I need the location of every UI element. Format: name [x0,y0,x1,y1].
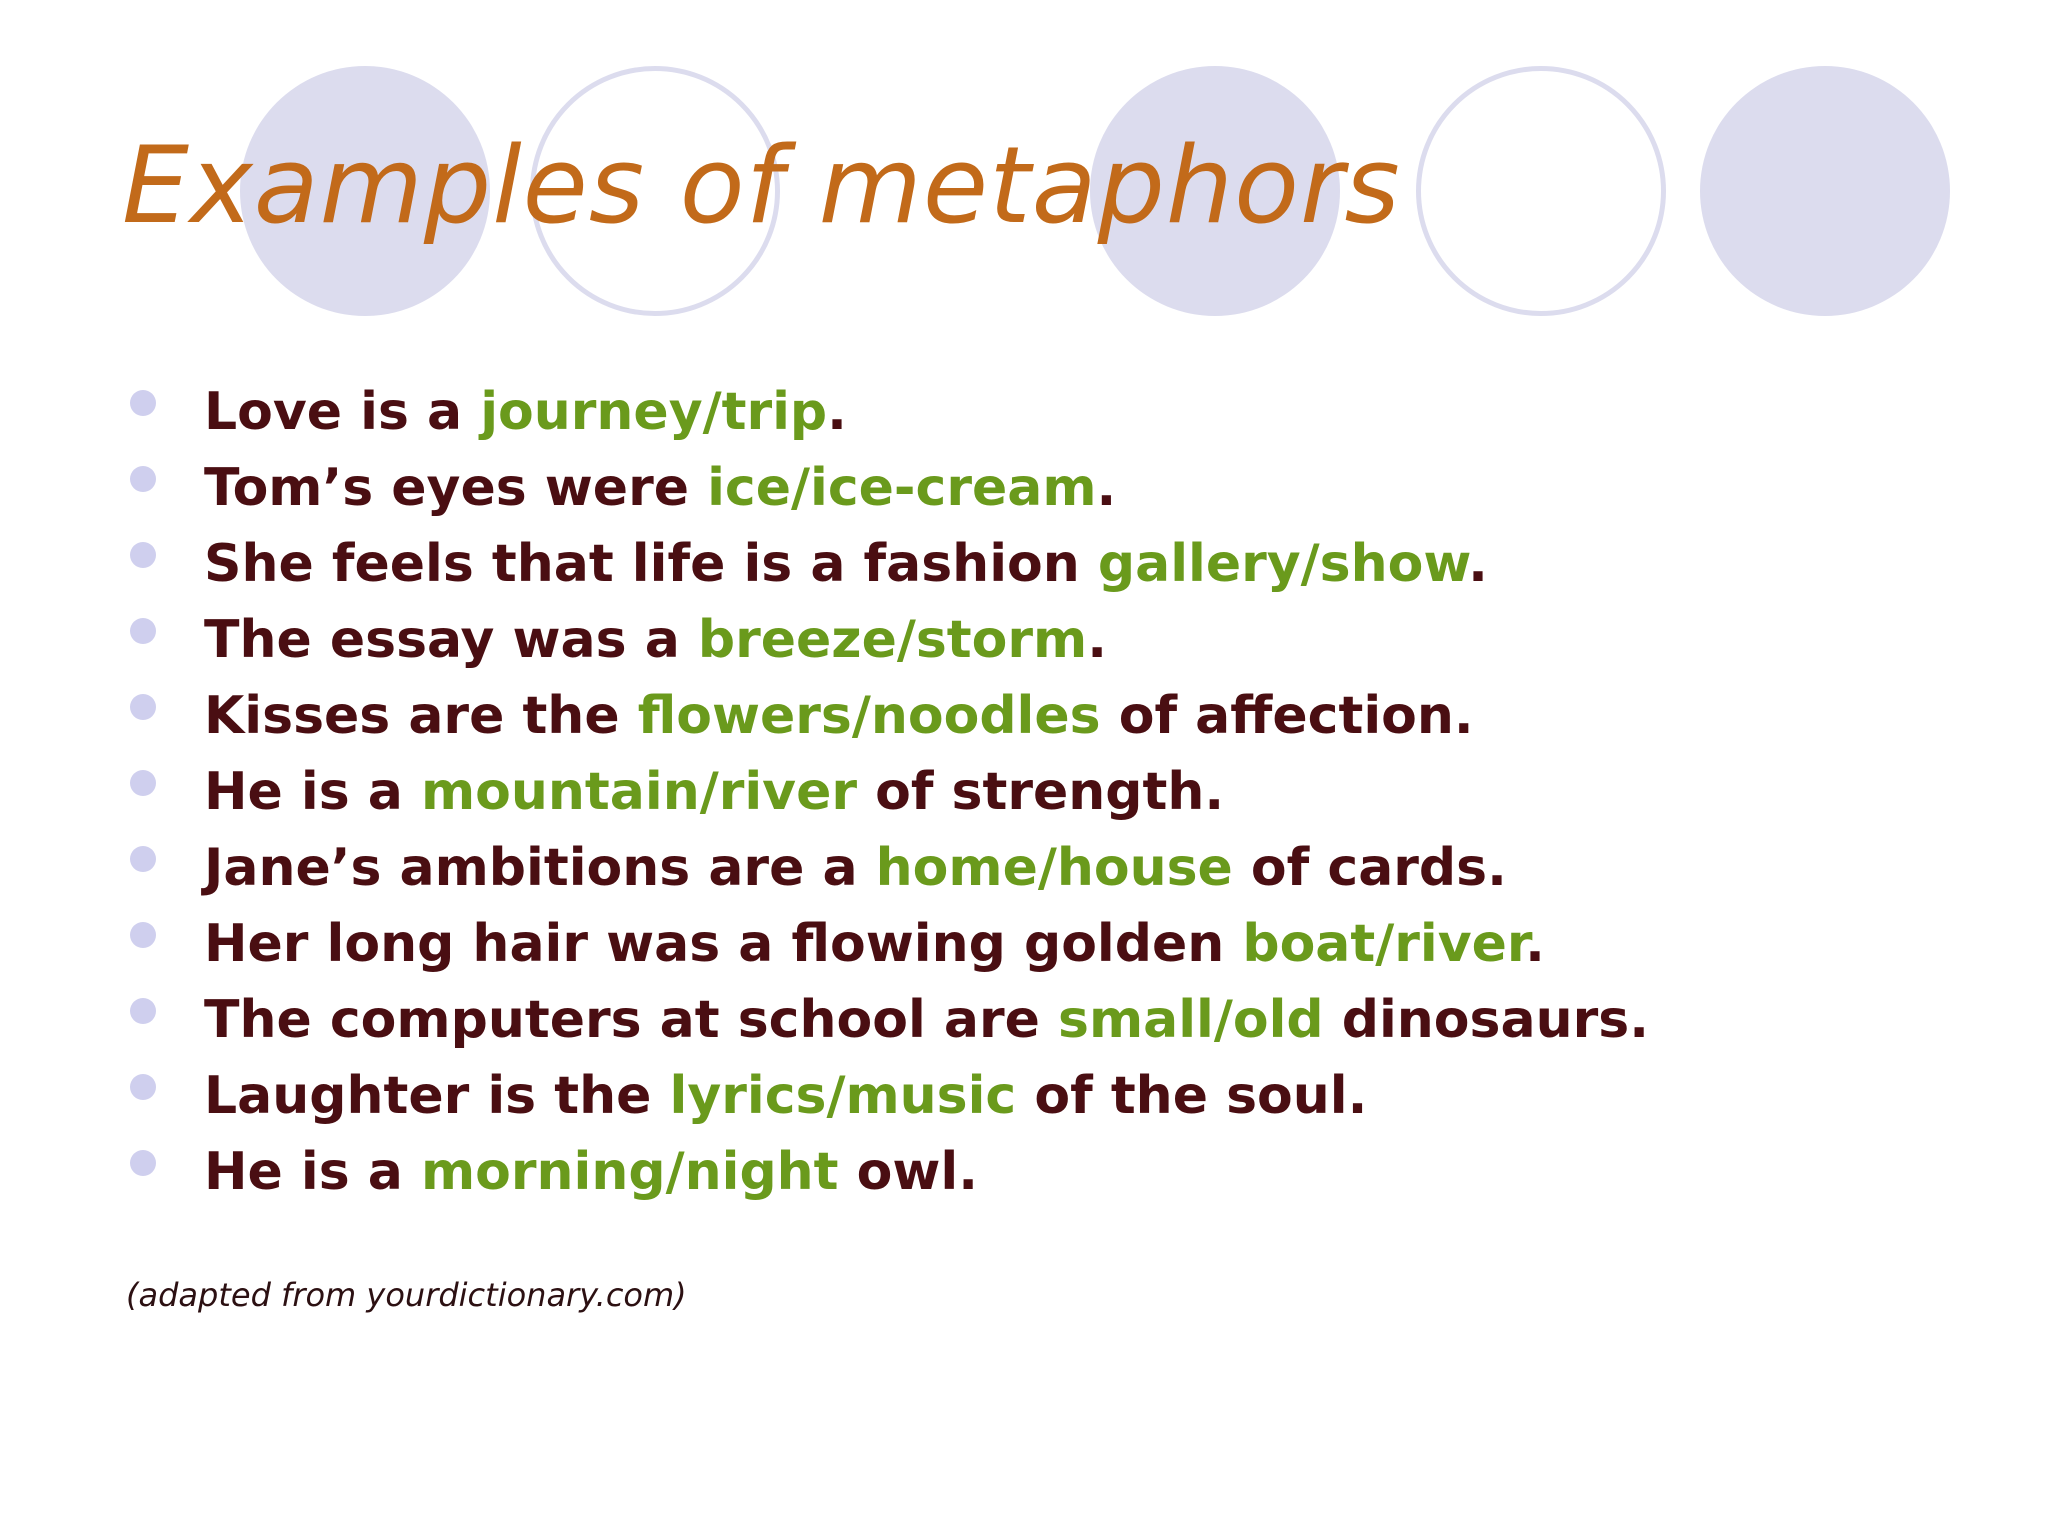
item-text-before: Jane’s ambitions are a [204,838,876,898]
item-choice-word: ice/ice-cream [707,458,1097,518]
item-choice-word: gallery/show [1097,534,1469,594]
decorative-circle-outline [1416,66,1666,316]
list-item [128,374,1649,450]
item-choice-word: journey/trip [480,382,828,442]
item-text-after: . [1468,534,1488,594]
item-text-before: The computers at school are [204,990,1058,1050]
list-item [128,906,1649,982]
item-choice-word: mountain/river [420,762,857,822]
list-item [128,602,1649,678]
bullet-icon [130,846,156,872]
bullet-icon [130,922,156,948]
bullet-icon [130,1074,156,1100]
item-text-before: Love is a [204,382,481,442]
bullet-icon [130,466,156,492]
bullet-icon [130,542,156,568]
list-item [128,754,1649,830]
item-text-before: She feels that life is a fashion [204,534,1098,594]
item-text-before: He is a [204,762,421,822]
item-text-before: Kisses are the [204,686,638,746]
source-attribution: (adapted from yourdictionary.com) [126,1276,687,1314]
item-choice-word: lyrics/music [669,1066,1017,1126]
item-choice-word: boat/river [1242,914,1526,974]
list-item [128,526,1649,602]
decorative-circle-filled [1700,66,1950,316]
item-text-before: Tom’s eyes were [204,458,708,518]
slide-title: Examples of metaphors [122,124,1401,247]
item-text-after: . [827,382,847,442]
list-item [128,1134,1649,1210]
list-item [128,678,1649,754]
item-text-before: Laughter is the [204,1066,670,1126]
item-text-before: He is a [204,1142,421,1202]
item-choice-word: small/old [1058,990,1324,1050]
item-text-after: . [1525,914,1545,974]
bullet-icon [130,390,156,416]
item-text-after: of the soul. [1016,1066,1368,1126]
bullet-icon [130,1150,156,1176]
list-item [128,982,1649,1058]
item-text-after: dinosaurs. [1323,990,1649,1050]
item-choice-word: flowers/noodles [637,686,1101,746]
item-text-after: . [1087,610,1107,670]
item-choice-word: morning/night [420,1142,839,1202]
metaphor-list [128,374,1649,1210]
item-text-before: Her long hair was a flowing golden [204,914,1243,974]
item-text-after: of strength. [856,762,1225,822]
bullet-icon [130,618,156,644]
item-choice-word: breeze/storm [697,610,1088,670]
item-text-after: owl. [838,1142,978,1202]
bullet-icon [130,770,156,796]
item-choice-word: home/house [875,838,1233,898]
bullet-icon [130,998,156,1024]
item-text-after: . [1096,458,1117,518]
list-item [128,1058,1649,1134]
list-item [128,450,1649,526]
bullet-icon [130,694,156,720]
item-text-after: of affection. [1100,686,1474,746]
item-text-before: The essay was a [204,610,698,670]
item-text-after: of cards. [1232,838,1507,898]
list-item [128,830,1649,906]
